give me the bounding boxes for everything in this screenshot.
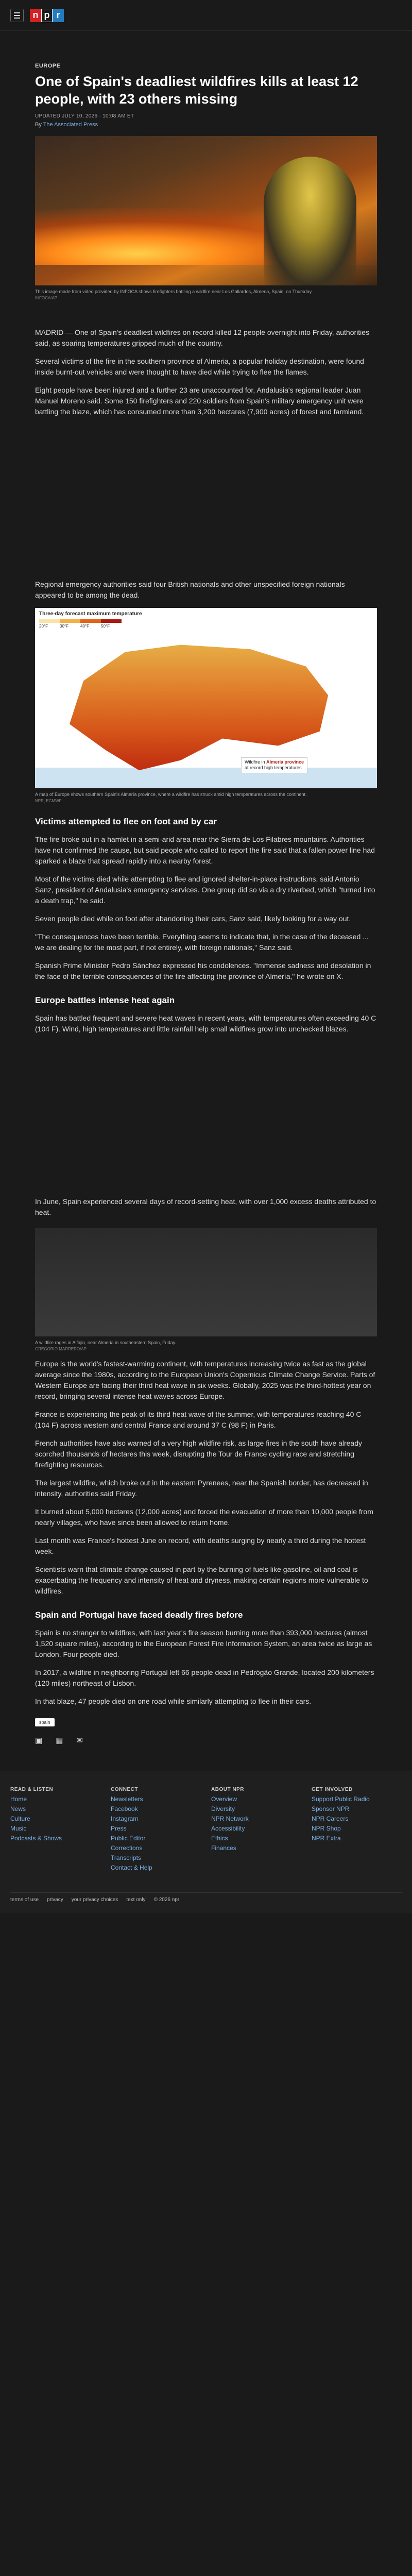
map-tag-suffix: at record high temperatures	[245, 765, 302, 771]
footer-link[interactable]: Press	[111, 1824, 127, 1832]
section-label[interactable]: EUROPE	[35, 63, 61, 69]
top-navigation-bar	[0, 0, 412, 31]
paragraph: Scientists warn that climate change caused in part by the burning of fuels like gasoline, oil and coal is exacerbating the frequency and intensity of heat and dryness, making certain regions more vulnerable to wildfires.	[35, 1565, 368, 1595]
map-tag-place: Almería province	[266, 759, 304, 765]
photo-caption: A wildfire rages in Alfajin, near Almeria in southeastern Spain, Friday.	[35, 1340, 176, 1345]
ad-space	[35, 1035, 377, 1189]
byline-source-link[interactable]: The Associated Press	[43, 121, 98, 128]
paragraph: The fire broke out in a hamlet in a semi-arid area near the Sierra de Los Filabres mountains. Authorities have not confirmed the cause, but said people who called to report the fire said that a fallen power line had sparked a blaze that spread rapidly into a nearby forest.	[35, 835, 375, 865]
footer-link[interactable]: Ethics	[211, 1834, 228, 1842]
footer-link[interactable]: NPR Shop	[312, 1824, 341, 1832]
paragraph: MADRID — One of Spain's deadliest wildfires on record killed 12 people overnight into Friday, authorities said, as soaring temperatures gripped much of the country.	[35, 328, 370, 347]
paragraph: Eight people have been injured and a further 23 are unaccounted for, Andalusia's regional leader Juan Manuel Moreno said. Some 150 firefighters and 220 soldiers from Spain's military emergency unit were battling the blaze, which has consumed more than 3,200 hectares (7,900 acres) of forest and farmland.	[35, 385, 364, 416]
copyright: © 2026 npr	[153, 1896, 180, 1903]
paragraph: Spain has battled frequent and severe heat waves in recent years, with temperatures often exceeding 40 C (104 F). Wind, high temperatures and little rainfall help small wildfires grow into unchecked blazes.	[35, 1013, 376, 1033]
footer-column-read-listen	[10, 1787, 100, 1874]
footer-link[interactable]: Transcripts	[111, 1854, 141, 1861]
paragraph: In June, Spain experienced several days of record-setting heat, with over 1,000 excess deaths attributed to heat.	[35, 1197, 376, 1216]
npr-logo[interactable]	[30, 9, 64, 22]
share-bar	[35, 1736, 377, 1745]
article-headline: One of Spain's deadliest wildfires kills at least 12 people, with 23 others missing	[35, 74, 358, 107]
paragraph: "The consequences have been terrible. Everything seems to indicate that, in the case of the deceased ... we are dealing for the most part, if not entirely, with foreign nationals," Sanz said.	[35, 932, 369, 952]
hero-credit: INFOCA/AP	[35, 295, 58, 300]
paragraph: Spain is no stranger to wildfires, with last year's fire season burning more than 393,000 hectares (almost 1,520 square miles), according to the European Forest Fire Information System, an area twice as large as London. Four people died.	[35, 1628, 372, 1658]
map-caption: A map of Europe shows southern Spain's Almería province, where a wildfire has struck amid high temperatures across the continent.	[35, 791, 307, 797]
site-footer	[0, 1771, 412, 1913]
footer-bottom-link[interactable]: terms of use	[10, 1896, 39, 1903]
paragraph: France is experiencing the peak of its third heat wave of the summer, with temperatures reaching 40 C (104 F) across western and central France and around 37 C (98 F) in Paris.	[35, 1410, 362, 1429]
hamburger-menu-icon[interactable]	[10, 9, 24, 22]
footer-heading: CONNECT	[111, 1786, 138, 1792]
footer-link[interactable]: Newsletters	[111, 1795, 143, 1803]
map-title: Three-day forecast maximum temperature	[39, 611, 142, 617]
footer-link[interactable]: NPR Careers	[312, 1815, 349, 1822]
footer-link[interactable]: Contact & Help	[111, 1863, 152, 1871]
subheading: Europe battles intense heat again	[35, 995, 175, 1005]
footer-link[interactable]: Music	[10, 1824, 27, 1832]
map-legend-labels	[39, 624, 122, 629]
paragraph: In 2017, a wildfire in neighboring Portugal left 66 people dead in Pedrógão Grande, located 200 kilometers (120 miles) northeast of Lisbon.	[35, 1668, 374, 1687]
footer-link[interactable]: Support Public Radio	[312, 1795, 370, 1803]
flipboard-icon[interactable]: ▦	[56, 1736, 63, 1745]
map-sea	[35, 768, 377, 788]
footer-link[interactable]: NPR Network	[211, 1815, 249, 1822]
footer-bottom-link[interactable]: text only	[126, 1896, 146, 1903]
footer-link[interactable]: Podcasts & Shows	[10, 1834, 62, 1842]
footer-link[interactable]: Corrections	[111, 1844, 143, 1852]
legend-swatch	[39, 619, 60, 623]
footer-link[interactable]: Finances	[211, 1844, 236, 1852]
paragraph: Most of the victims died while attempting to flee and ignored shelter-in-place instructions, said Antonio Sanz, president of Andalusia's emergency services. One group did so via a dry riverbed, which "turned into a death trap," he said.	[35, 874, 375, 905]
topic-tag[interactable]: spain	[35, 1718, 55, 1726]
hero-firefighter-graphic	[264, 157, 356, 285]
footer-link[interactable]: Accessibility	[211, 1824, 245, 1832]
footer-heading: ABOUT NPR	[211, 1786, 244, 1792]
footer-link[interactable]: Diversity	[211, 1805, 235, 1812]
footer-link[interactable]: Public Editor	[111, 1834, 146, 1842]
footer-link[interactable]: Culture	[10, 1815, 30, 1822]
footer-columns	[10, 1787, 402, 1874]
hero-image	[35, 136, 377, 285]
paragraph: Seven people died while on foot after abandoning their cars, Sanz said, likely looking for a way out.	[35, 914, 351, 923]
legend-label: 20°F	[39, 623, 48, 629]
article-body	[0, 63, 412, 1745]
paragraph: The largest wildfire, which broke out in the eastern Pyrenees, near the Spanish border, has decreased in intensity, authorities said Friday.	[35, 1478, 368, 1498]
map-location-tag	[241, 757, 307, 773]
footer-bottom-link[interactable]: privacy	[47, 1896, 63, 1903]
paragraph: Europe is the world's fastest-warming continent, with temperatures increasing twice as fast as the global average since the 1980s, according to the European Union's Copernicus Climate Change Service. Parts of Western Europe are facing their third heat wave in six weeks. Globally, 2025 was the third-hottest year on record, bringing several intense heat waves across Europe.	[35, 1359, 375, 1400]
map-legend	[39, 619, 122, 623]
wildfire-photo	[35, 1228, 377, 1336]
paragraph: French authorities have also warned of a very high wildfire risk, as large fires in the south have already scorched thousands of hectares this week, disrupting the Tour de France cycling race and stretching firefighting resources.	[35, 1438, 362, 1469]
footer-column-connect	[111, 1787, 201, 1874]
subheading: Victims attempted to flee on foot and by car	[35, 816, 217, 826]
paragraph: Last month was France's hottest June on record, with deaths surging by nearly a third during the hottest week.	[35, 1536, 366, 1555]
footer-bottom-links	[10, 1892, 402, 1903]
paragraph: In that blaze, 47 people died on one road while similarly attempting to flee in their cars.	[35, 1697, 312, 1705]
hero-caption: This image made from video provided by INFOCA shows firefighters battling a wildfire near Los Gallardos, Almeria, Spain, on Thursday.	[35, 289, 313, 294]
email-icon[interactable]: ✉	[76, 1736, 83, 1745]
logo-letter-n: n	[30, 9, 41, 22]
footer-link[interactable]: Overview	[211, 1795, 237, 1803]
footer-column-about	[211, 1787, 301, 1874]
legend-swatch	[80, 619, 101, 623]
logo-letter-p: p	[41, 9, 53, 22]
legend-label: 50°F	[101, 623, 110, 629]
paragraph: It burned about 5,000 hectares (12,000 acres) and forced the evacuation of more than 10,000 people from nearly villages, who have since been allowed to return home.	[35, 1507, 373, 1527]
footer-link[interactable]: Facebook	[111, 1805, 138, 1812]
map-tag-prefix: Wildfire in	[245, 759, 265, 765]
byline	[35, 122, 377, 128]
footer-link[interactable]: News	[10, 1805, 26, 1812]
logo-letter-r: r	[53, 9, 64, 22]
ad-space	[35, 417, 377, 572]
photo-credit: GREGORIO MARRERO/AP	[35, 1346, 87, 1351]
footer-link[interactable]: NPR Extra	[312, 1834, 341, 1842]
paragraph: Regional emergency authorities said four British nationals and other unspecified foreign nationals appeared to be among the dead.	[35, 580, 345, 599]
footer-heading: READ & LISTEN	[10, 1786, 54, 1792]
byline-prefix: By	[35, 121, 42, 128]
footer-bottom-link[interactable]: your privacy choices	[71, 1896, 118, 1903]
legend-label: 30°F	[60, 623, 68, 629]
map-credit: NPR, ECMWF	[35, 798, 62, 803]
updated-timestamp: UPDATED JULY 10, 2026 · 10:08 AM ET	[35, 113, 134, 119]
paragraph: Several victims of the fire in the southern province of Almeria, a popular holiday destination, were found inside burnt-out vehicles and were thought to have died while trying to flee the flames.	[35, 357, 364, 376]
legend-label: 40°F	[80, 623, 89, 629]
legend-swatch	[60, 619, 80, 623]
footer-link[interactable]: Home	[10, 1795, 27, 1803]
paragraph: Spanish Prime Minister Pedro Sánchez expressed his condolences. "Immense sadness and desolation in the face of the terrible consequences of the fire affecting the province of Almería," he wrote on X.	[35, 961, 371, 980]
footer-column-get-involved	[312, 1787, 402, 1874]
footer-link[interactable]: Sponsor NPR	[312, 1805, 350, 1812]
facebook-icon[interactable]: ▣	[35, 1736, 43, 1745]
legend-swatch	[101, 619, 122, 623]
footer-heading: GET INVOLVED	[312, 1786, 353, 1792]
temperature-map	[35, 608, 377, 788]
footer-link[interactable]: Instagram	[111, 1815, 139, 1822]
subheading: Spain and Portugal have faced deadly fires before	[35, 1609, 243, 1620]
